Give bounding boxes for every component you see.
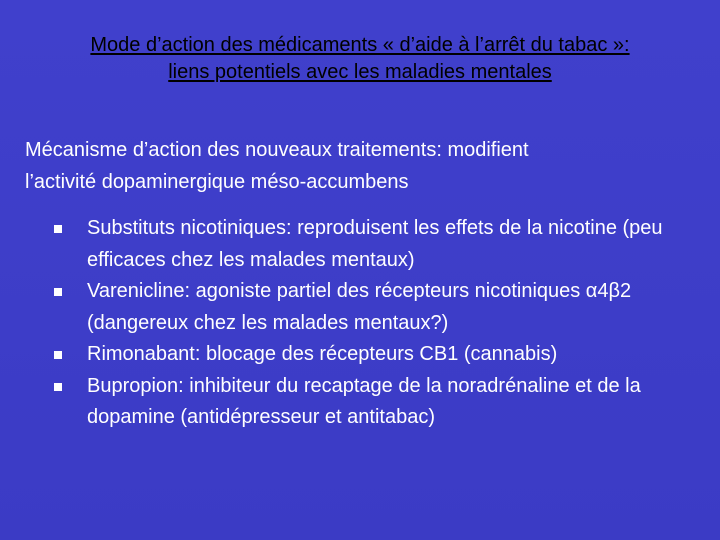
- bullet-text: Substituts nicotiniques: reproduisent les effets de la nicotine (peu efficaces chez les malades mentaux): [87, 217, 663, 271]
- square-bullet-icon: [54, 225, 62, 233]
- bullet-text: Bupropion: inhibiteur du recaptage de la noradrénaline et de la dopamine (antidépresseur et antitabac): [87, 374, 641, 428]
- square-bullet-icon: [54, 351, 62, 359]
- square-bullet-icon: [54, 288, 62, 296]
- slide-title-line-2: liens potentiels avec les maladies mentales: [168, 61, 552, 83]
- bullet-item-varenicline: [52, 276, 702, 339]
- bullet-list: [52, 213, 702, 434]
- slide-title: [20, 32, 700, 86]
- intro-line-2: l’activité dopaminergique méso-accumbens: [25, 171, 409, 193]
- bullet-text: Rimonabant: blocage des récepteurs CB1 (cannabis): [87, 343, 558, 365]
- bullet-item-rimonabant: [52, 339, 702, 371]
- bullet-item-bupropion: [52, 371, 702, 434]
- bullet-text: Varenicline: agoniste partiel des récepteurs nicotiniques α4β2 (dangereux chez les malades mentaux?): [87, 280, 632, 334]
- square-bullet-icon: [54, 383, 62, 391]
- intro-line-1: Mécanisme d’action des nouveaux traitements: modifient: [25, 139, 529, 161]
- bullet-item-substituts: [52, 213, 702, 276]
- intro-paragraph: [25, 134, 695, 198]
- slide-title-line-1: Mode d’action des médicaments « d’aide à l’arrêt du tabac »:: [90, 34, 630, 56]
